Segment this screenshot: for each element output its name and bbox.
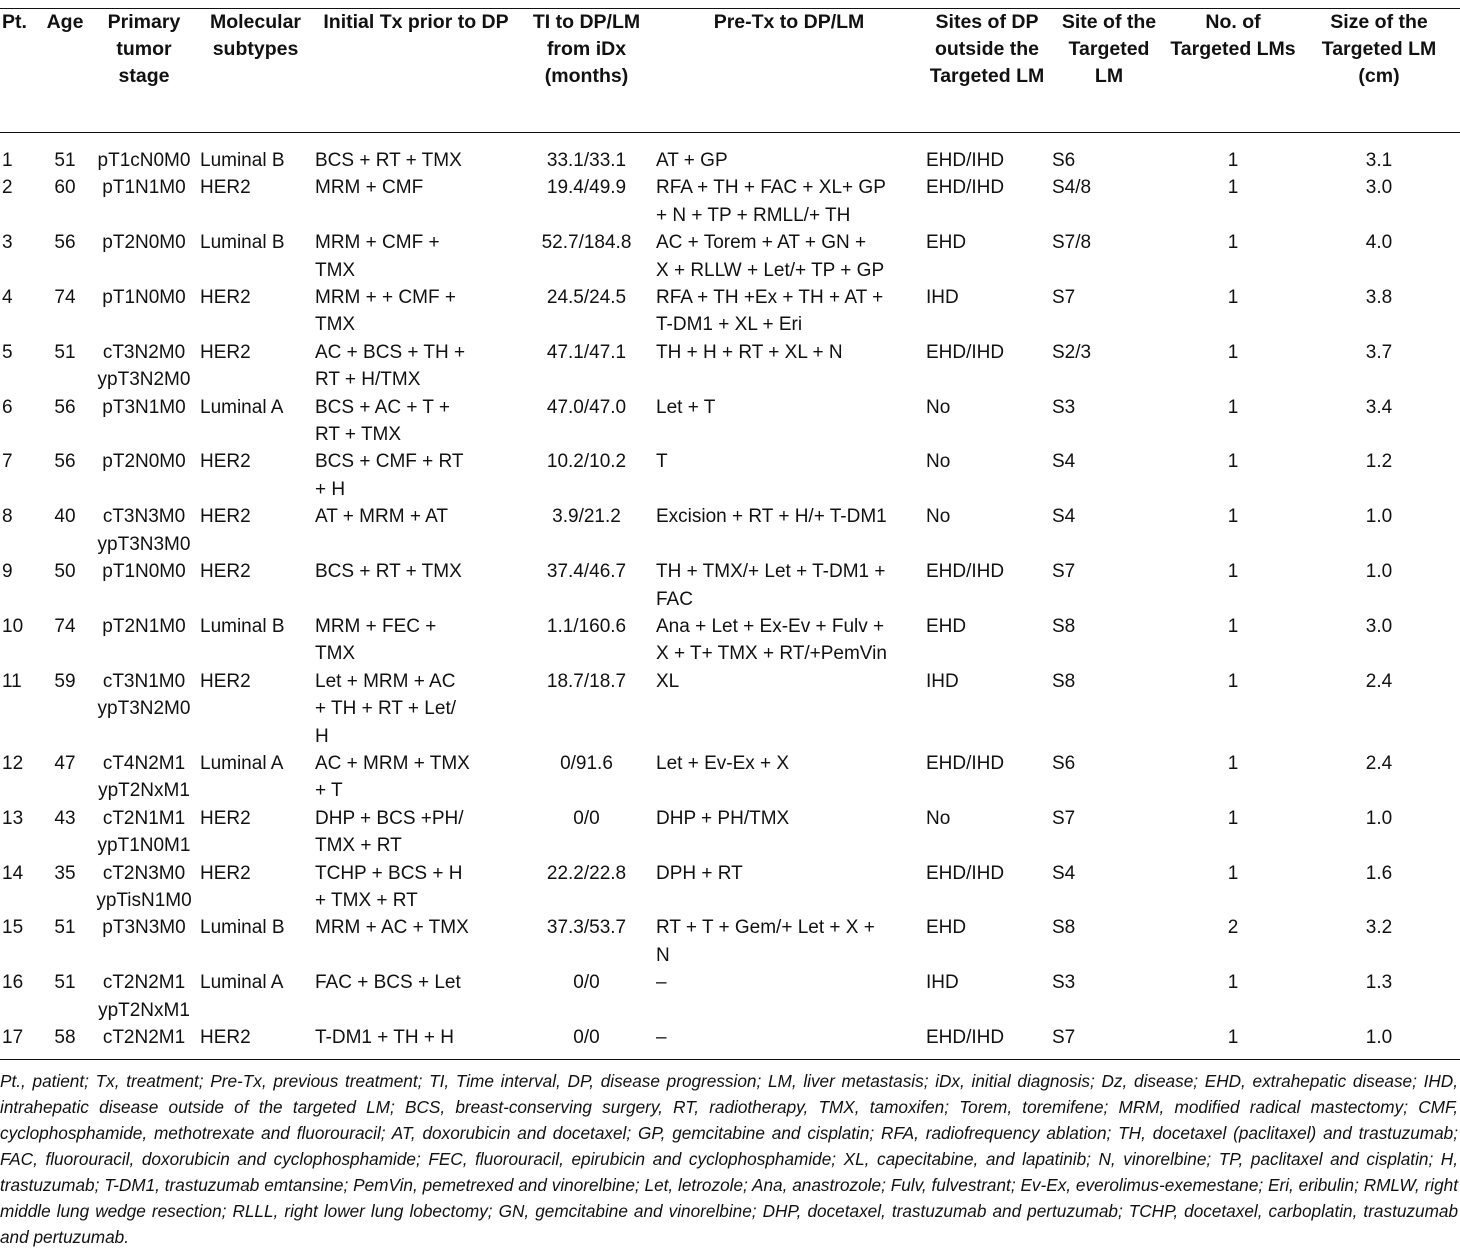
cell-stage [90,969,198,1024]
cell-line: ypT3N2M0 [97,698,191,720]
cell-line: AC + Torem + AT + GN + [656,232,867,254]
cell-pt: 3 [2,232,13,254]
header-primary-tumor-stage: Primary tumor stage [90,9,198,133]
cell-size: 1.0 [1365,1027,1393,1048]
cell-pt: 12 [2,752,24,774]
cell-line: pT1cN0M0 [97,150,191,171]
cell-line: N [656,944,670,966]
cell-subtype: Luminal A [200,972,284,994]
cell-init [313,750,519,805]
cell-ti: 52.7/184.8 [541,232,632,254]
cell-no: 1 [1227,752,1239,774]
cell-line: ypT1N0M1 [97,835,191,857]
cell-age: 43 [54,807,76,829]
cell-line: AC + BCS + TH + [315,341,466,363]
cell-line: RT + TMX [315,424,402,446]
header-age: Age [40,9,90,133]
cell-line: MRM + CMF + [315,232,440,254]
cell-subtype: HER2 [200,670,251,692]
cell-age: 51 [54,972,76,994]
cell-age: 58 [54,1027,76,1048]
cell-line: X + RLLW + Let/+ TP + GP [656,259,885,281]
cell-site: S6 [1052,752,1076,774]
table-row [0,969,1460,1024]
cell-pretx [654,668,924,750]
cell-line: ypT2NxM1 [98,780,190,802]
cell-sites: No [926,807,951,829]
cell-stage [90,229,198,284]
cell-no: 1 [1227,232,1239,254]
cell-size: 1.6 [1365,862,1393,884]
cell-line: TMX [315,643,356,665]
cell-sites: EHD/IHD [926,752,1005,774]
cell-age: 56 [54,232,76,254]
table-row [0,448,1460,503]
cell-line: AT + MRM + AT [315,506,449,528]
header-pt: Pt. [0,9,40,133]
cell-init [313,668,519,750]
cell-pretx [654,969,924,1024]
cell-no: 1 [1227,396,1239,418]
cell-sites: IHD [926,287,959,309]
cell-no: 1 [1227,150,1239,171]
cell-pt: 10 [2,615,24,637]
cell-site: S4/8 [1052,177,1092,199]
table-row [0,503,1460,558]
cell-line: FAC [656,588,693,610]
cell-sites: No [926,451,951,473]
cell-pretx [654,805,924,860]
cell-site: S8 [1052,615,1076,637]
cell-pretx [654,448,924,503]
table-row [0,914,1460,969]
table-row [0,394,1460,449]
cell-sites: EHD/IHD [926,1027,1005,1048]
cell-size: 1.2 [1365,451,1393,473]
cell-site: S7 [1052,561,1076,583]
cell-size: 2.4 [1365,670,1393,692]
cell-pretx [654,394,924,449]
cell-line: ypT3N2M0 [97,369,191,391]
table-row [0,133,1460,175]
cell-line: MRM + + CMF + [315,287,456,309]
cell-line: + H [315,478,346,500]
cell-line: TMX [315,314,356,336]
cell-sites: EHD [926,615,967,637]
cell-size: 3.0 [1365,615,1393,637]
cell-init [313,914,519,969]
cell-age: 59 [54,670,76,692]
cell-subtype: HER2 [200,506,251,528]
cell-sites: EHD [926,917,967,939]
cell-age: 47 [54,752,76,774]
cell-line: AT + GP [656,150,728,171]
cell-line: TCHP + BCS + H [315,862,463,884]
cell-init [313,339,519,394]
table-row [0,805,1460,860]
cell-line: + TH + RT + Let/ [315,698,456,720]
cell-site: S6 [1052,150,1076,171]
cell-site: S4 [1052,451,1076,473]
cell-pt: 11 [2,670,22,692]
cell-pt: 9 [2,561,13,583]
cell-line: cT4N2M1 [102,752,186,774]
table-row [0,174,1460,229]
cell-line: T-DM1 + TH + H [315,1027,455,1048]
cell-pt: 4 [2,287,13,309]
cell-init [313,229,519,284]
cell-pretx [654,174,924,229]
cell-size: 1.0 [1365,561,1393,583]
table-row [0,558,1460,613]
cell-ti: 47.1/47.1 [546,341,627,363]
header-initial-tx: Initial Tx prior to DP [313,9,519,133]
cell-age: 74 [54,287,76,309]
cell-age: 51 [54,150,76,171]
cell-line: pT3N1M0 [102,396,186,418]
cell-stage [90,613,198,668]
patient-characteristics-table [0,8,1460,1060]
cell-size: 1.0 [1365,807,1393,829]
cell-pt: 5 [2,341,13,363]
cell-line: RFA + TH +Ex + TH + AT + [656,287,884,309]
cell-line: cT2N3M0 [102,862,186,884]
cell-stage [90,503,198,558]
cell-no: 1 [1227,451,1239,473]
cell-subtype: Luminal A [200,752,284,774]
header-site-of-lm: Site of the Targeted LM [1050,9,1168,133]
cell-init [313,174,519,229]
cell-no: 1 [1227,287,1239,309]
cell-init [313,133,519,175]
cell-site: S4 [1052,506,1076,528]
cell-line: Let + Ev-Ex + X [656,752,790,774]
cell-ti: 37.3/53.7 [546,917,627,939]
cell-pretx [654,284,924,339]
table-row [0,284,1460,339]
table-row [0,668,1460,750]
cell-subtype: HER2 [200,1027,251,1048]
cell-ti: 10.2/10.2 [546,451,627,473]
cell-ti: 33.1/33.1 [546,150,627,171]
cell-line: pT2N0M0 [102,451,186,473]
cell-sites: EHD [926,232,967,254]
cell-ti: 22.2/22.8 [546,862,627,884]
cell-line: + TMX + RT [315,889,418,911]
cell-line: + T [315,780,343,802]
cell-pretx [654,133,924,175]
cell-line: AC + MRM + TMX [315,752,470,774]
table-row [0,750,1460,805]
cell-age: 51 [54,341,76,363]
cell-pretx [654,613,924,668]
cell-line: TMX [315,259,356,281]
header-row [0,9,1460,133]
cell-line: T [656,451,668,473]
cell-subtype: HER2 [200,341,251,363]
cell-no: 1 [1227,1027,1239,1048]
header-pre-tx: Pre-Tx to DP/LM [654,9,924,133]
cell-line: RT + H/TMX [315,369,421,391]
cell-line: ypT3N3M0 [97,533,191,555]
cell-ti: 3.9/21.2 [552,506,621,528]
cell-sites: EHD/IHD [926,341,1005,363]
cell-age: 74 [54,615,76,637]
cell-line: BCS + RT + TMX [315,561,462,583]
cell-ti: 24.5/24.5 [546,287,627,309]
cell-pretx [654,914,924,969]
cell-no: 1 [1227,341,1239,363]
cell-site: S8 [1052,917,1076,939]
cell-pretx [654,750,924,805]
cell-subtype: Luminal B [200,150,285,171]
cell-pretx [654,1024,924,1060]
cell-pt: 8 [2,506,13,528]
cell-sites: IHD [926,670,959,692]
cell-ti: 18.7/18.7 [546,670,627,692]
cell-size: 3.2 [1365,917,1393,939]
cell-ti: 19.4/49.9 [546,177,627,199]
cell-pt: 14 [2,862,24,884]
cell-subtype: Luminal B [200,232,285,254]
cell-size: 3.7 [1365,341,1393,363]
cell-pt: 13 [2,807,24,829]
cell-stage [90,133,198,175]
cell-sites: EHD/IHD [926,561,1005,583]
cell-pretx [654,339,924,394]
cell-pt: 15 [2,917,24,939]
header-ti-to-dp: TI to DP/LM from iDx (months) [519,9,654,133]
cell-sites: EHD/IHD [926,177,1005,199]
cell-ti: 0/0 [573,1027,600,1048]
cell-ti: 1.1/160.6 [546,615,627,637]
cell-subtype: Luminal B [200,615,285,637]
cell-line: Let + MRM + AC [315,670,456,692]
cell-subtype: Luminal A [200,396,284,418]
cell-subtype: Luminal B [200,917,285,939]
cell-line: pT2N1M0 [102,615,186,637]
cell-line: Ana + Let + Ex-Ev + Fulv + [656,615,885,637]
cell-line: pT1N0M0 [102,561,186,583]
cell-size: 1.0 [1365,506,1393,528]
cell-no: 1 [1227,561,1239,583]
cell-ti: 0/0 [573,972,600,994]
cell-site: S8 [1052,670,1076,692]
header-size-of-lm: Size of the Targeted LM (cm) [1298,9,1460,133]
cell-subtype: HER2 [200,287,251,309]
cell-age: 51 [54,917,76,939]
cell-pt: 7 [2,451,13,473]
cell-init [313,613,519,668]
cell-ti: 47.0/47.0 [546,396,627,418]
cell-line: DHP + PH/TMX [656,807,790,829]
cell-init [313,805,519,860]
table-row [0,613,1460,668]
cell-age: 50 [54,561,76,583]
cell-init [313,558,519,613]
cell-site: S7 [1052,807,1076,829]
cell-stage [90,750,198,805]
cell-sites: EHD/IHD [926,150,1005,171]
cell-line: BCS + RT + TMX [315,150,462,171]
cell-line: – [656,972,667,994]
cell-line: pT1N0M0 [102,287,186,309]
cell-size: 3.1 [1365,150,1393,171]
cell-site: S2/3 [1052,341,1092,363]
cell-line: MRM + CMF [315,177,424,199]
cell-line: BCS + AC + T + [315,396,451,418]
cell-line: H [315,725,329,747]
cell-line: TMX + RT [315,835,402,857]
cell-sites: No [926,396,951,418]
cell-init [313,284,519,339]
cell-age: 35 [54,862,76,884]
cell-line: pT1N1M0 [102,177,186,199]
cell-line: Let + T [656,396,716,418]
cell-line: RFA + TH + FAC + XL+ GP [656,177,886,199]
cell-pretx [654,860,924,915]
cell-line: DHP + BCS +PH/ [315,807,464,829]
cell-line: TH + TMX/+ Let + T-DM1 + [656,561,886,583]
cell-site: S7 [1052,1027,1076,1048]
cell-line: cT3N3M0 [102,506,186,528]
cell-line: FAC + BCS + Let [315,972,461,994]
cell-line: Excision + RT + H/+ T-DM1 [656,506,887,528]
header-no-of-lms: No. of Targeted LMs [1168,9,1298,133]
cell-stage [90,284,198,339]
cell-sites: IHD [926,972,959,994]
table-header [0,9,1460,133]
cell-init [313,448,519,503]
cell-stage [90,1024,198,1060]
cell-site: S3 [1052,972,1076,994]
cell-size: 2.4 [1365,752,1393,774]
cell-line: ypT2NxM1 [98,999,190,1021]
cell-line: cT3N1M0 [102,670,186,692]
cell-no: 1 [1227,177,1239,199]
cell-age: 56 [54,396,76,418]
cell-age: 60 [54,177,76,199]
cell-subtype: HER2 [200,807,251,829]
cell-stage [90,174,198,229]
cell-init [313,503,519,558]
cell-ti: 0/0 [573,807,600,829]
cell-stage [90,668,198,750]
cell-ti: 0/91.6 [560,752,613,774]
header-sites-of-dp: Sites of DP outside the Targeted LM [924,9,1050,133]
cell-pt: 6 [2,396,13,418]
cell-no: 1 [1227,506,1239,528]
cell-site: S7/8 [1052,232,1092,254]
cell-line: MRM + AC + TMX [315,917,469,939]
cell-line: MRM + FEC + [315,615,437,637]
cell-no: 1 [1227,862,1239,884]
cell-no: 2 [1227,917,1239,939]
cell-no: 1 [1227,807,1239,829]
cell-subtype: HER2 [200,451,251,473]
cell-line: cT2N1M1 [102,807,186,829]
cell-ti: 37.4/46.7 [546,561,627,583]
cell-stage [90,860,198,915]
cell-line: pT3N3M0 [102,917,186,939]
cell-stage [90,558,198,613]
cell-line: BCS + CMF + RT [315,451,464,473]
table-row [0,339,1460,394]
cell-sites: No [926,506,951,528]
table-footnote: Pt., patient; Tx, treatment; Pre-Tx, previous treatment; TI, Time interval, DP, disease progression; LM, liver metastasis; iDx, initial diagnosis; Dz, disease; EHD, extrahepatic disease; IHD, intrahepatic disease outside of the targeted LM; BCS, breast-conserving surgery, RT, radiotherapy, TMX, tamoxifen; Torem, toremifene; MRM, modified radical mastectomy; CMF, cyclophosphamide, methotrexate and fluorouracil; AT, doxorubicin and docetaxel; GP, gemcitabine and cisplatin; RFA, radiofrequency ablation; TH, docetaxel (paclitaxel) and trastuzumab; FAC, fluorouracil, doxorubicin and cyclophosphamide; FEC, fluorouracil, epirubicin and cyclophosphamide; XL, capecitabine, and lapatinib; N, vinorelbine; TP, paclitaxel and cisplatin; H, trastuzumab; T-DM1, trastuzumab emtansine; PemVin, pemetrexed and vinorelbine; Let, letrozole; Ana, anastrozole; Fulv, fulvestrant; Ev-Ex, everolimus-exemestane; Eri, eribulin; RMLW, right middle lung wedge resection; RLLL, right lower lung lobectomy; GN, gemcitabine and vinorelbine; DHP, docetaxel, trastuzumab and pertuzumab; TCHP, docetaxel, carboplatin, trastuzumab and pertuzumab. [0,1071,1458,1247]
cell-size: 1.3 [1365,972,1393,994]
cell-sites: EHD/IHD [926,862,1005,884]
cell-size: 3.4 [1365,396,1393,418]
cell-line: + N + TP + RMLL/+ TH [656,204,851,226]
cell-site: S7 [1052,287,1076,309]
cell-pretx [654,558,924,613]
cell-age: 56 [54,451,76,473]
cell-line: cT3N2M0 [102,341,186,363]
cell-stage [90,448,198,503]
cell-init [313,394,519,449]
cell-line: XL [656,670,680,692]
cell-init [313,1024,519,1060]
cell-subtype: HER2 [200,862,251,884]
cell-site: S4 [1052,862,1076,884]
cell-size: 3.0 [1365,177,1393,199]
cell-stage [90,394,198,449]
cell-subtype: HER2 [200,561,251,583]
cell-subtype: HER2 [200,177,251,199]
cell-pt: 16 [2,972,24,994]
cell-line: pT2N0M0 [102,232,186,254]
cell-no: 1 [1227,972,1239,994]
cell-no: 1 [1227,670,1239,692]
cell-line: RT + T + Gem/+ Let + X + [656,917,875,939]
cell-stage [90,914,198,969]
cell-stage [90,805,198,860]
cell-line: – [656,1027,667,1048]
cell-site: S3 [1052,396,1076,418]
table-body [0,133,1460,1060]
cell-pt: 1 [2,150,13,171]
cell-size: 4.0 [1365,232,1393,254]
cell-size: 3.8 [1365,287,1393,309]
table-row [0,860,1460,915]
cell-stage [90,339,198,394]
cell-pretx [654,229,924,284]
cell-line: TH + H + RT + XL + N [656,341,843,363]
cell-line: T-DM1 + XL + Eri [656,314,803,336]
cell-line: ypTisN1M0 [96,889,192,911]
cell-age: 40 [54,506,76,528]
cell-pretx [654,503,924,558]
cell-init [313,860,519,915]
cell-pt: 17 [2,1027,24,1048]
cell-line: X + T+ TMX + RT/+PemVin [656,643,887,665]
cell-line: DPH + RT [656,862,743,884]
table-row [0,1024,1460,1060]
cell-line: cT2N2M1 [102,972,186,994]
table-row [0,229,1460,284]
header-molecular-subtypes: Molecular subtypes [198,9,313,133]
cell-line: cT2N2M1 [102,1027,186,1048]
cell-pt: 2 [2,177,13,199]
cell-no: 1 [1227,615,1239,637]
cell-init [313,969,519,1024]
